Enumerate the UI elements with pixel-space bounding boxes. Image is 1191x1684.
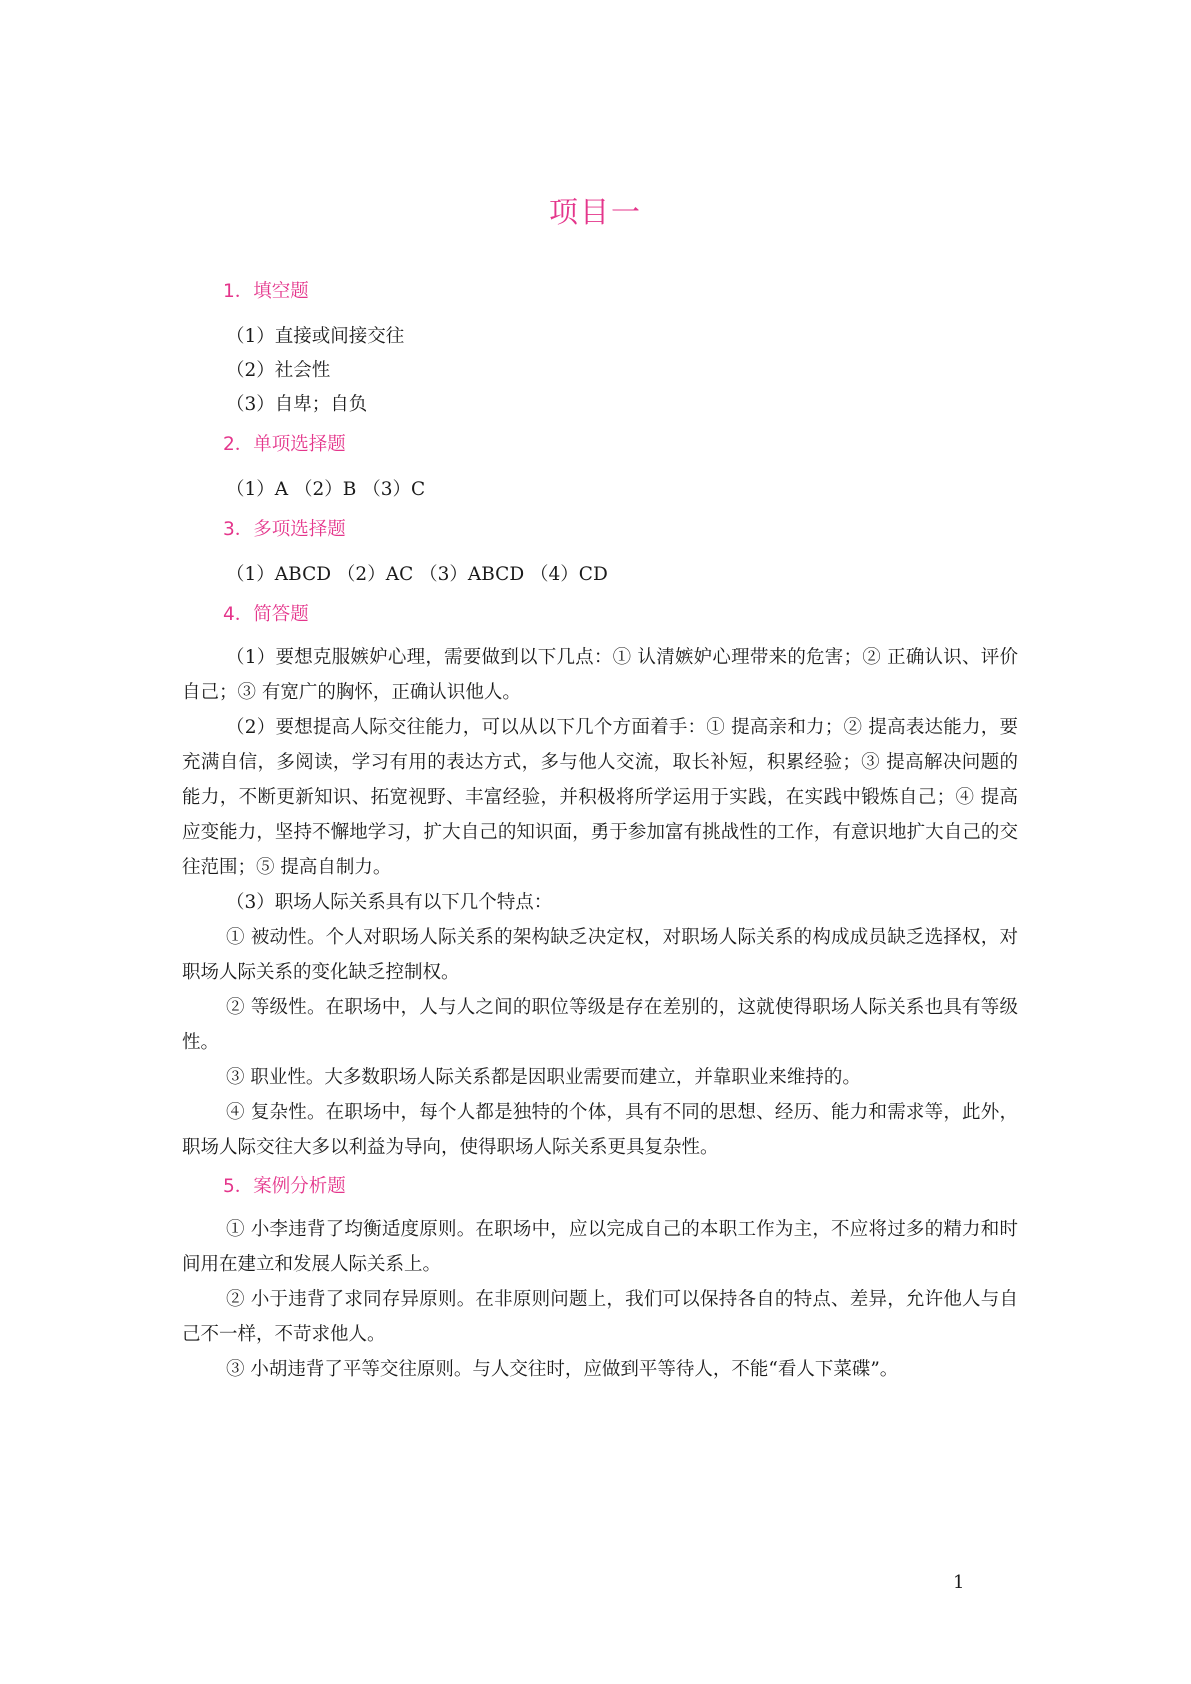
answer-line: （1）直接或间接交往 xyxy=(226,326,405,347)
section-heading: 1．填空题 xyxy=(223,281,309,302)
answer-paragraph: ③ 小胡违背了平等交往原则。与人交往时，应做到平等待人，不能“看人下菜碟”。 xyxy=(226,1359,899,1380)
answer-paragraph: ③ 职业性。大多数职场人际关系都是因职业需要而建立，并靠职业来维持的。 xyxy=(226,1067,861,1088)
answer-paragraph: ② 等级性。在职场中，人与人之间的职位等级是存在差别的，这就使得职场人际关系也具有等级性。 xyxy=(182,997,1018,1053)
section-heading: 4．简答题 xyxy=(223,604,309,625)
section-heading: 5．案例分析题 xyxy=(223,1176,346,1197)
answer-line: （3）自卑；自负 xyxy=(226,394,368,415)
answer-paragraph: ① 被动性。个人对职场人际关系的架构缺乏决定权，对职场人际关系的构成成员缺乏选择权，对职场人际关系的变化缺乏控制权。 xyxy=(182,927,1018,983)
answer-paragraph: （1）要想克服嫉妒心理，需要做到以下几点：① 认清嫉妒心理带来的危害；② 正确认识、评价自己；③ 有宽广的胸怀，正确认识他人。 xyxy=(182,647,1018,703)
answer-paragraph: ① 小李违背了均衡适度原则。在职场中，应以完成自己的本职工作为主，不应将过多的精力和时间用在建立和发展人际关系上。 xyxy=(182,1219,1018,1275)
answer-paragraph: （3）职场人际关系具有以下几个特点： xyxy=(226,892,553,913)
answer-line: （1）ABCD （2）AC （3）ABCD （4）CD xyxy=(226,564,608,585)
section-heading: 2．单项选择题 xyxy=(223,434,346,455)
answer-paragraph: （2）要想提高人际交往能力，可以从以下几个方面着手：① 提高亲和力；② 提高表达能力，要充满自信，多阅读，学习有用的表达方式，多与他人交流，取长补短，积累经验；③ 提高解决问题的能力，不断更新知识、拓宽视野、丰富经验，并积极将所学运用于实践，在实践中锻炼自己；④ 提高应变能力，坚持不懈地学习，扩大自己的知识面，勇于参加富有挑战性的工作，有意识地扩大自己的交往范围；⑤ 提高自制力。 xyxy=(182,717,1018,878)
page-title: 项目一 xyxy=(548,195,642,229)
answer-paragraph: ④ 复杂性。在职场中，每个人都是独特的个体，具有不同的思想、经历、能力和需求等，此外，职场人际交往大多以利益为导向，使得职场人际关系更具复杂性。 xyxy=(182,1102,1018,1158)
section-heading: 3．多项选择题 xyxy=(223,519,346,540)
answer-line: （2）社会性 xyxy=(226,360,331,381)
page-content xyxy=(182,278,1018,1387)
answer-paragraph: ② 小于违背了求同存异原则。在非原则问题上，我们可以保持各自的特点、差异，允许他人与自己不一样，不苛求他人。 xyxy=(182,1289,1018,1345)
answer-line: （1）A （2）B （3）C xyxy=(226,479,426,500)
page-number: 1 xyxy=(953,1572,965,1593)
